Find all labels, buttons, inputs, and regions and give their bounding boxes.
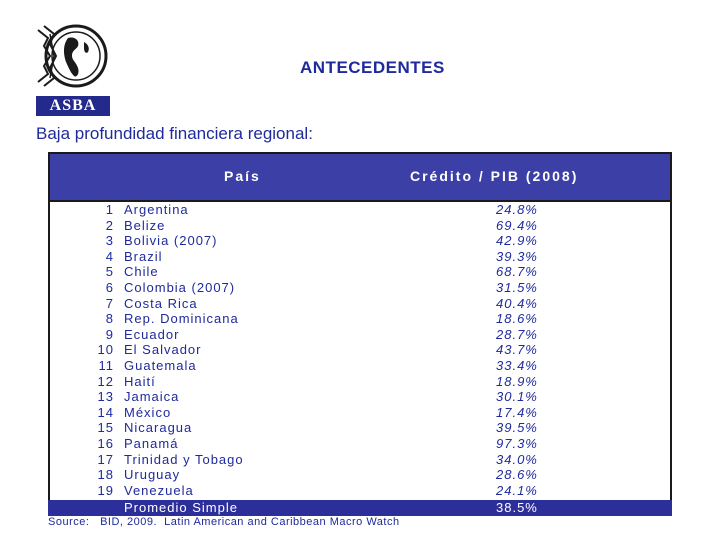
country-name: Uruguay	[124, 467, 181, 483]
credit-gdp-table	[48, 152, 672, 512]
row-number: 19	[97, 482, 114, 498]
country-name: Colombia (2007)	[124, 279, 236, 295]
globe-emblem-icon	[34, 16, 110, 94]
credit-gdp-value: 69.4%	[496, 217, 538, 233]
table-row	[50, 420, 670, 436]
table-row	[50, 327, 670, 343]
row-number: 6	[105, 279, 114, 295]
row-number: 15	[97, 420, 114, 436]
table-row	[50, 389, 670, 405]
table-body	[50, 202, 670, 498]
credit-gdp-value: 42.9%	[496, 233, 538, 249]
country-name: Bolivia (2007)	[124, 233, 218, 249]
country-name: Belize	[124, 217, 166, 233]
credit-gdp-value: 39.5%	[496, 420, 538, 436]
row-number: 12	[97, 373, 114, 389]
row-number: 10	[97, 342, 114, 358]
credit-gdp-value: 24.8%	[496, 202, 538, 217]
row-number: 3	[105, 233, 114, 249]
average-value: 38.5%	[496, 500, 538, 515]
credit-gdp-value: 18.6%	[496, 311, 538, 327]
credit-gdp-value: 43.7%	[496, 342, 538, 358]
row-number: 8	[105, 311, 114, 327]
table-row	[50, 249, 670, 265]
table-row	[50, 264, 670, 280]
table-row	[50, 280, 670, 296]
table-row	[50, 452, 670, 468]
country-name: Jamaica	[124, 389, 180, 405]
table-row	[50, 311, 670, 327]
credit-gdp-value: 97.3%	[496, 435, 538, 451]
country-name: Venezuela	[124, 482, 194, 498]
credit-gdp-value: 39.3%	[496, 248, 538, 264]
row-number: 7	[105, 295, 114, 311]
row-number: 14	[97, 404, 114, 420]
country-name: Argentina	[124, 202, 189, 217]
country-name: Chile	[124, 264, 159, 280]
credit-gdp-value: 18.9%	[496, 373, 538, 389]
country-name: México	[124, 404, 172, 420]
credit-gdp-value: 40.4%	[496, 295, 538, 311]
header-country: País	[224, 168, 261, 184]
row-number: 17	[97, 451, 114, 467]
table-row	[50, 296, 670, 312]
credit-gdp-value: 28.6%	[496, 467, 538, 483]
page-subtitle: Baja profundidad financiera regional:	[36, 124, 313, 143]
credit-gdp-value: 34.0%	[496, 451, 538, 467]
country-name: Trinidad y Tobago	[124, 451, 244, 467]
page-title: ANTECEDENTES	[300, 58, 445, 77]
asba-logo	[34, 16, 110, 118]
row-number: 4	[105, 248, 114, 264]
table-row	[50, 358, 670, 374]
table-row	[50, 342, 670, 358]
table-row	[50, 218, 670, 234]
country-name: El Salvador	[124, 342, 202, 358]
country-name: Panamá	[124, 435, 179, 451]
country-name: Nicaragua	[124, 420, 193, 436]
country-name: Brazil	[124, 248, 163, 264]
credit-gdp-value: 33.4%	[496, 357, 538, 373]
table-row	[50, 233, 670, 249]
table-row	[50, 405, 670, 421]
source-note: Source: BID, 2009. Latin American and Caribbean Macro Watch	[48, 516, 400, 528]
logo-text: ASBA	[36, 96, 110, 116]
table-row	[50, 436, 670, 452]
credit-gdp-value: 30.1%	[496, 389, 538, 405]
average-label: Promedio Simple	[124, 500, 238, 515]
header-credit-gdp: Crédito / PIB (2008)	[410, 168, 579, 184]
row-number: 5	[105, 264, 114, 280]
credit-gdp-value: 68.7%	[496, 264, 538, 280]
table-row	[50, 202, 670, 218]
credit-gdp-value: 24.1%	[496, 482, 538, 498]
credit-gdp-value: 31.5%	[496, 279, 538, 295]
row-number: 11	[98, 357, 114, 373]
row-number: 2	[105, 217, 114, 233]
country-name: Haití	[124, 373, 156, 389]
table-row	[50, 467, 670, 483]
row-number: 13	[97, 389, 114, 405]
average-row	[48, 500, 672, 516]
table-header	[50, 154, 670, 202]
table-row	[50, 483, 670, 499]
country-name: Guatemala	[124, 357, 197, 373]
credit-gdp-value: 17.4%	[496, 404, 538, 420]
country-name: Costa Rica	[124, 295, 198, 311]
table-row	[50, 374, 670, 390]
row-number: 1	[105, 202, 114, 217]
row-number: 18	[97, 467, 114, 483]
credit-gdp-value: 28.7%	[496, 326, 538, 342]
country-name: Ecuador	[124, 326, 180, 342]
country-name: Rep. Dominicana	[124, 311, 239, 327]
row-number: 16	[97, 435, 114, 451]
row-number: 9	[105, 326, 114, 342]
